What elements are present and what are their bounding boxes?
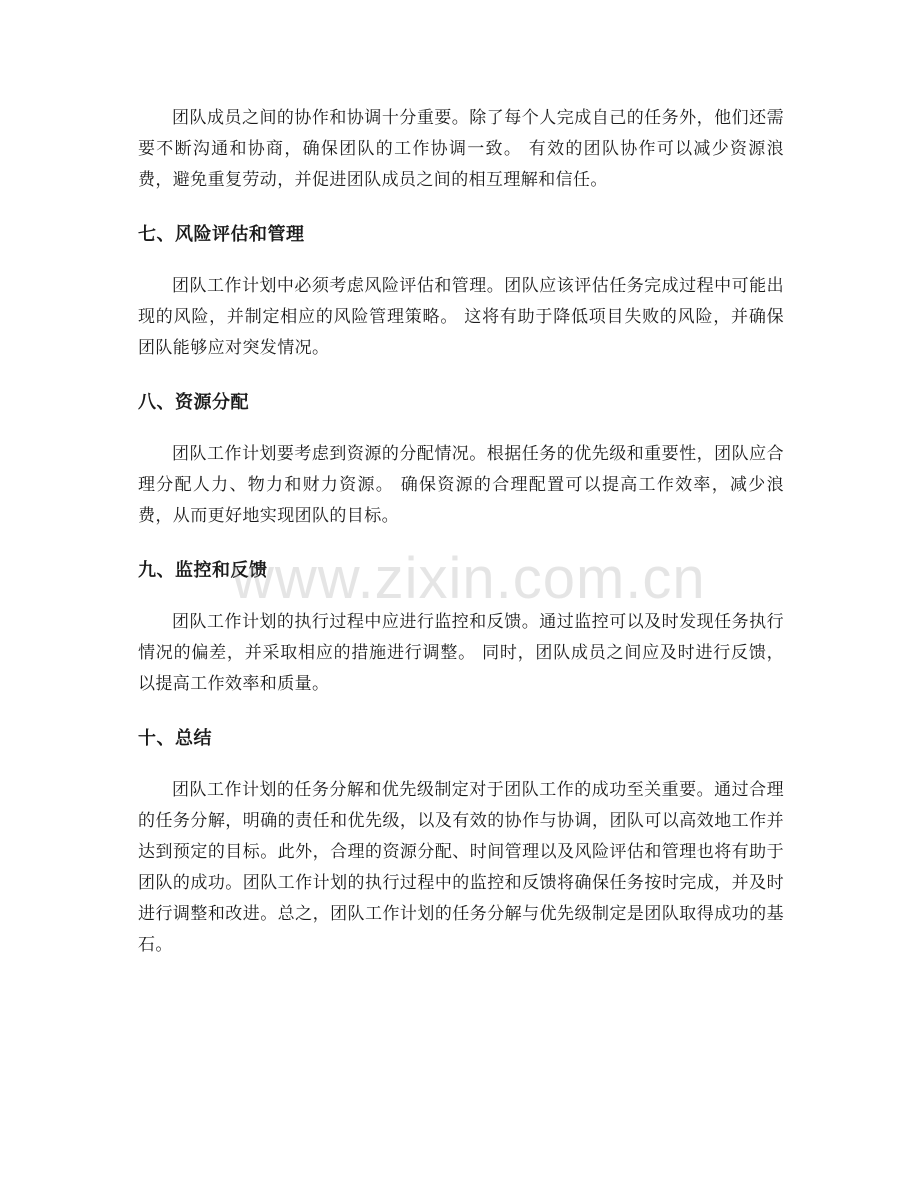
section-body-summary: 团队工作计划的任务分解和优先级制定对于团队工作的成功至关重要。通过合理的任务分解，明确的责任和优先级，以及有效的协作与协调，团队可以高效地工作并达到预定的目标。此外，合理的资源分配、时间管理以及风险评估和管理也将有助于团队的成功。团队工作计划的执行过程中的监控和反馈将确保任务按时完成，并及时进行调整和改进。总之，团队工作计划的任务分解与优先级制定是团队取得成功的基石。 [138, 780, 784, 955]
watermark-text: www.zixin.com.cn [232, 546, 706, 611]
section-body-monitoring: 团队工作计划的执行过程中应进行监控和反馈。通过监控可以及时发现任务执行情况的偏差，并采取相应的措施进行调整。 同时，团队成员之间应及时进行反馈，以提高工作效率和质量。 [138, 612, 784, 694]
section-heading-summary: 十、总结 [138, 728, 212, 749]
section-heading-monitoring: 九、监控和反馈 [138, 560, 268, 581]
section-heading-risk: 七、风险评估和管理 [138, 224, 305, 245]
intro-paragraph: 团队成员之间的协作和协调十分重要。除了每个人完成自己的任务外，他们还需要不断沟通和协商，确保团队的工作协调一致。 有效的团队协作可以减少资源浪费，避免重复劳动，并促进团队成员之间的相互理解和信任。 [138, 108, 784, 190]
section-body-resources: 团队工作计划要考虑到资源的分配情况。根据任务的优先级和重要性，团队应合理分配人力、物力和财力资源。 确保资源的合理配置可以提高工作效率，减少浪费，从而更好地实现团队的目标。 [138, 444, 784, 526]
section-heading-resources: 八、资源分配 [138, 392, 249, 413]
document-page [138, 103, 784, 961]
section-body-risk: 团队工作计划中必须考虑风险评估和管理。团队应该评估任务完成过程中可能出现的风险，并制定相应的风险管理策略。 这将有助于降低项目失败的风险，并确保团队能够应对突发情况。 [138, 276, 784, 358]
